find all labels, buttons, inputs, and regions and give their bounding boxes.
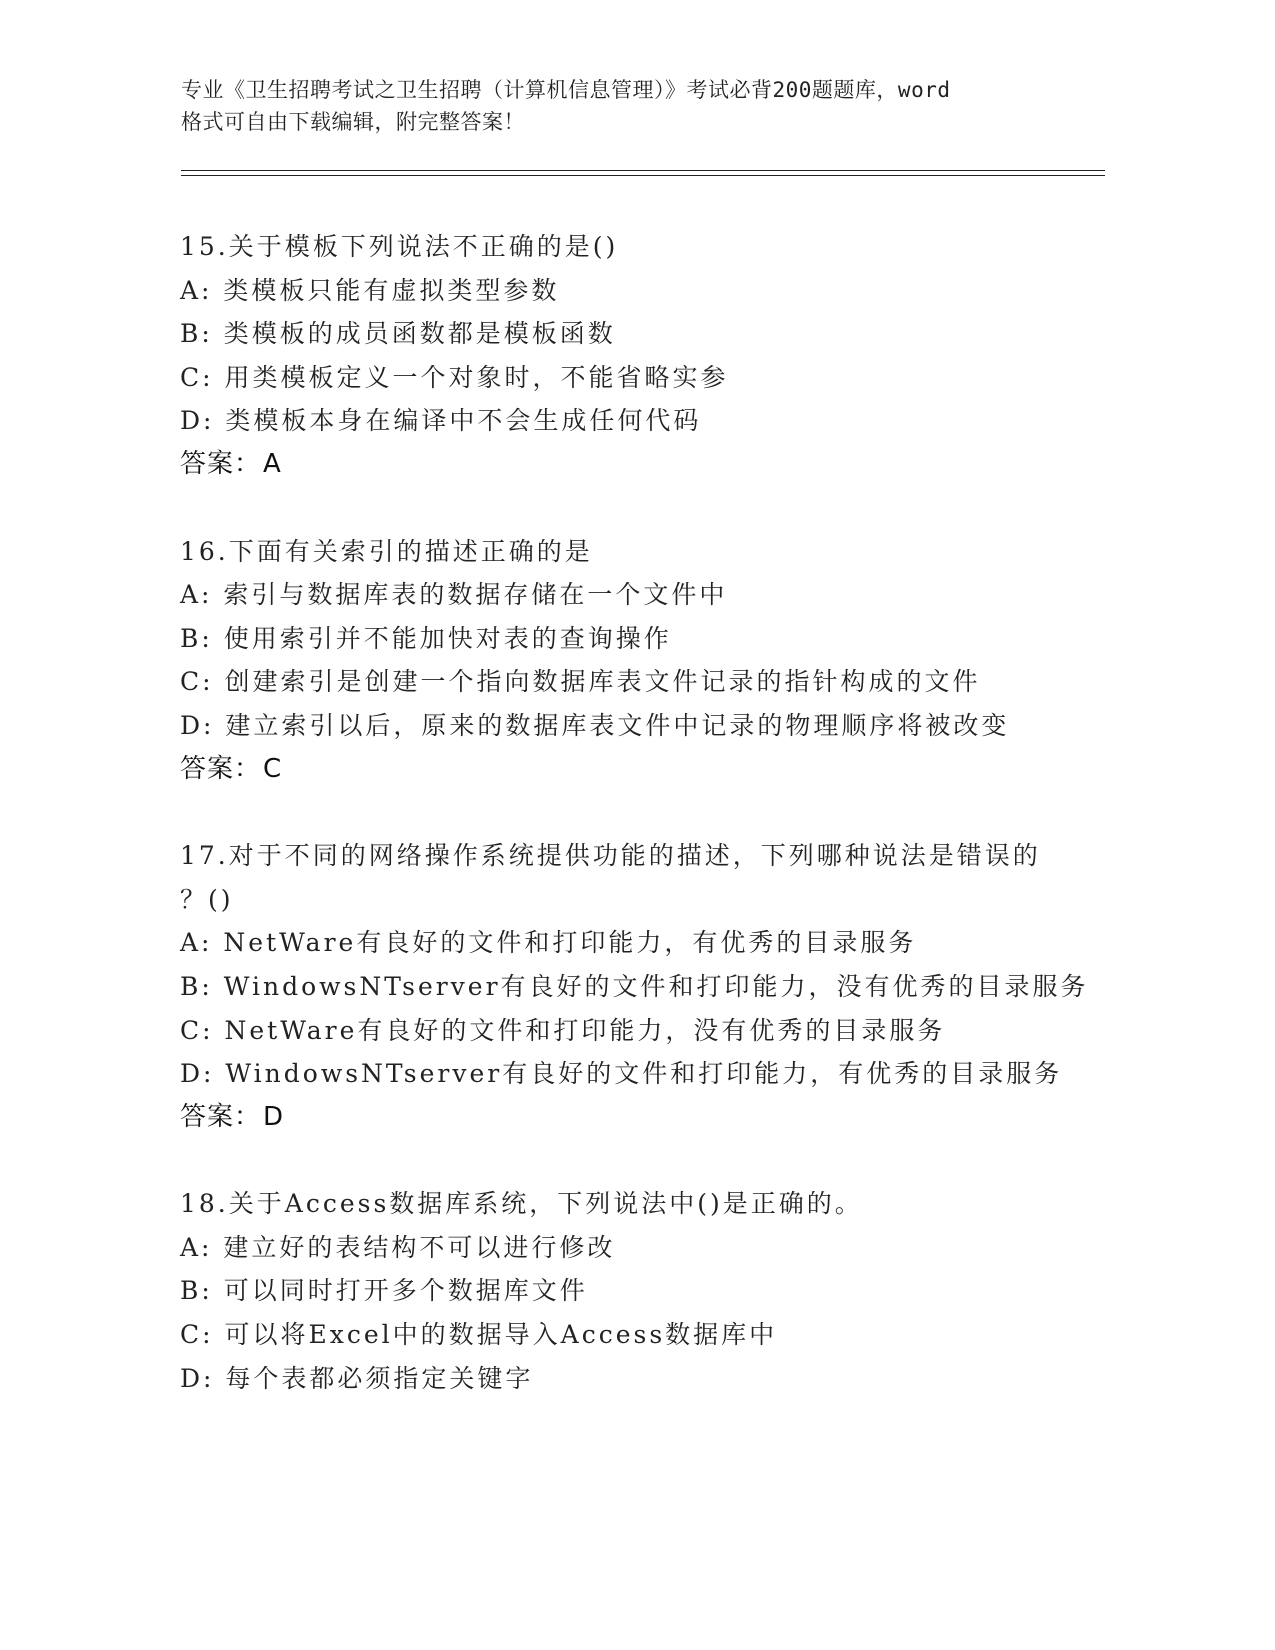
- question-stem: 17.对于不同的网络操作系统提供功能的描述，下列哪种说法是错误的: [180, 841, 1041, 871]
- question-stem: 16.下面有关索引的描述正确的是: [180, 536, 593, 566]
- document-header: [181, 74, 1081, 138]
- option-c: C: NetWare有良好的文件和打印能力，没有优秀的目录服务: [180, 1015, 946, 1045]
- answer-label: 答案：: [180, 448, 262, 479]
- question-stem: 18.关于Access数据库系统，下列说法中()是正确的。: [180, 1189, 863, 1219]
- question-list: [180, 225, 1089, 1443]
- answer-value: D: [263, 1101, 285, 1132]
- option-a: A: 建立好的表结构不可以进行修改: [180, 1232, 616, 1262]
- option-b: B: 类模板的成员函数都是模板函数: [180, 319, 616, 349]
- answer-value: A: [263, 448, 282, 479]
- answer-label: 答案：: [180, 1101, 262, 1132]
- question-stem: 15.关于模板下列说法不正确的是(): [180, 232, 619, 261]
- option-c: C: 可以将Excel中的数据导入Access数据库中: [180, 1320, 778, 1350]
- option-d: D: WindowsNTserver有良好的文件和打印能力，有优秀的目录服务: [180, 1059, 1063, 1089]
- option-c: C: 创建索引是创建一个指向数据库表文件记录的指针构成的文件: [180, 667, 981, 697]
- header-line-1: 专业《卫生招聘考试之卫生招聘（计算机信息管理）》考试必背200题题库，word: [181, 78, 951, 102]
- question-stem-continued: ？(): [180, 884, 234, 914]
- option-b: B: WindowsNTserver有良好的文件和打印能力，没有优秀的目录服务: [180, 971, 1089, 1001]
- option-a: A: NetWare有良好的文件和打印能力，有优秀的目录服务: [180, 928, 917, 958]
- option-a: A: 类模板只能有虚拟类型参数: [180, 275, 560, 305]
- question-15: [180, 225, 1080, 487]
- option-c: C: 用类模板定义一个对象时，不能省略实参: [180, 362, 729, 392]
- option-d: D: 类模板本身在编译中不会生成任何代码: [180, 406, 702, 436]
- header-line-2: 格式可自由下载编辑，附完整答案！: [181, 110, 525, 134]
- header-divider-top: [181, 170, 1105, 171]
- answer-value: C: [263, 753, 283, 784]
- option-b: B: 可以同时打开多个数据库文件: [180, 1276, 588, 1306]
- option-d: D: 每个表都必须指定关键字: [180, 1363, 534, 1393]
- answer: [180, 748, 1080, 792]
- answer: [180, 1096, 1080, 1140]
- question-16: [180, 530, 1080, 792]
- question-17: [180, 834, 1089, 1139]
- answer: [180, 443, 1080, 487]
- option-a: A: 索引与数据库表的数据存储在一个文件中: [180, 580, 728, 610]
- option-d: D: 建立索引以后，原来的数据库表文件中记录的物理顺序将被改变: [180, 710, 1010, 740]
- header-divider-bottom: [181, 175, 1105, 176]
- answer-label: 答案：: [180, 753, 262, 784]
- option-b: B: 使用索引并不能加快对表的查询操作: [180, 623, 672, 653]
- question-18: [180, 1182, 1080, 1400]
